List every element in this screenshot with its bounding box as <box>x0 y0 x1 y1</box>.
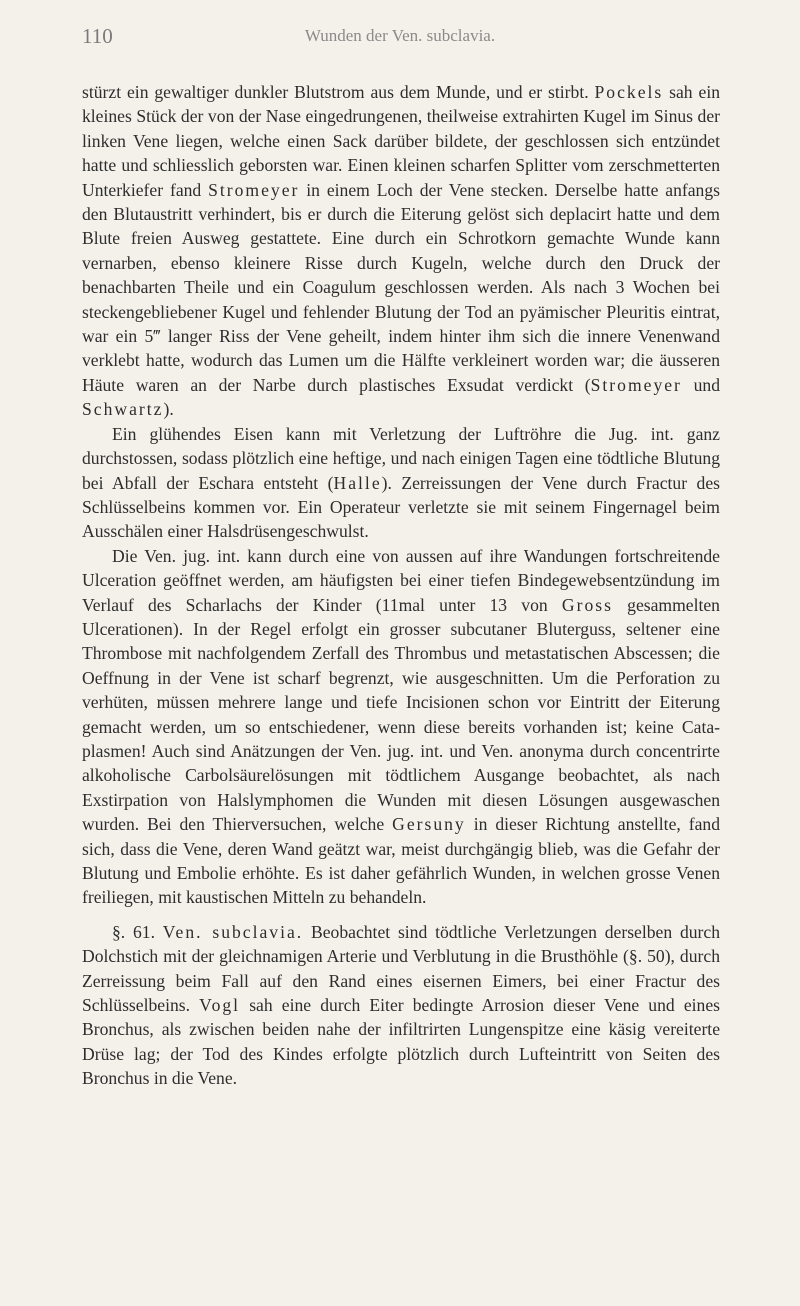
text-segment: in einem Loch der Vene stecken. Derselbe hatte anfangs den Blutaustritt verhindert, bis er durch die Eiterung gelöst sich deplacirt hatte und dem Blute freien Ausweg gestattete. Eine durch ein Schrotkorn gemachte Wunde kann vernarben, ebenso kleinere Risse durch Kugeln, welche durch den Druck der benachbarten Theile und ein Coagulum geschlossen werden. Als nach 3 Wochen bei steckengebliebener Kugel und fehlender Blutung der Tod an pyämischer Pleuritis eintrat, war ein 5‴ langer Riss der Vene geheilt, indem hinter ihm sich die innere Venenwand verklebt hatte, wodurch das Lumen um die Hälfte verkleinert worden war; die äusseren Häute waren an der Narbe durch plastisches Exsudat verdickt ( <box>82 179 720 395</box>
spaced-name: Halle <box>333 472 382 493</box>
text-segment: ). Zerreissungen der Vene durch Fractur des Schlüsselbeins kommen vor. Ein Operateur verletzte sie mit seinem Fingernagel beim Ausschälen einer Halsdrüsengeschwulst. <box>82 472 720 542</box>
text-segment: stürzt ein gewaltiger dunkler Blutstrom aus dem Munde, und er stirbt. <box>82 82 595 102</box>
spaced-name: Schwartz <box>82 399 164 420</box>
spaced-name: Ven. subclavia. <box>162 921 304 942</box>
text-segment: in dieser Richtung anstellte, fand sich, dass die Vene, deren Wand geätzt war, meist durchgängig blieb, was die Gefahr der Blutung und Embolie erhöhte. Es ist daher gefährlich Wunden, in welchen grosse Venen freiliegen, mit kaustischen Mitteln zu behandeln. <box>82 814 720 908</box>
text-segment: sah eine durch Eiter bedingte Arrosion dieser Vene und eines Bronchus, als zwischen beiden nahe der infiltrirten Lungenspitze eine käsig vereiterte Drüse lag; der Tod des Kindes erfolgte plötzlich durch Lufteintritt von Seiten des Bronchus in die Vene. <box>82 995 720 1089</box>
body-text <box>82 80 720 1091</box>
text-segment: Beobachtet sind tödtliche Verletzungen derselben durch Dolchstich mit der gleichnamigen Arterie und Verblutung in die Brusthöhle (§. 50), durch Zerreissung beim Fall auf den Rand eines eisernen Eimers, bei einer Fractur des Schlüsselbeins. <box>82 921 721 1016</box>
paragraph <box>82 80 720 422</box>
section-paragraph <box>82 920 720 1091</box>
spaced-name: Stromeyer <box>590 374 682 395</box>
spaced-name: Vogl <box>199 995 241 1016</box>
paragraph <box>82 422 720 544</box>
spaced-name: Pockels <box>594 82 664 102</box>
running-title: Wunden der Ven. subclavia. <box>304 26 496 45</box>
text-segment: und <box>681 374 720 395</box>
spaced-name: Gross <box>561 594 613 615</box>
spaced-name: Gersuny <box>392 814 466 835</box>
text-segment: Die Ven. jug. int. kann durch eine von aussen auf ihre Wandungen fortschreitende Ulceration geöffnet werden, am häufigsten bei einer tiefen Bindegewebsentzündung im Verlauf des Scharlachs der Kinder (11mal unter 13 von <box>82 545 720 615</box>
page-number: 110 <box>82 24 113 48</box>
text-segment: ). <box>163 399 174 420</box>
text-segment: gesammelten Ulcerationen). In der Regel erfolgt ein grosser subcutaner Bluterguss, seltener eine Thrombose mit nachfolgendem Zerfall des Thrombus und metastatischen Abscessen; die Oeffnung in der Vene ist scharf begrenzt, wie ausgeschnitten. Um die Perforation zu verhüten, müssen mehrere lange und tiefe Incisionen schon vor Eintritt der Eiterung gemacht werden, um so entschiedener, wenn diese bereits vorhanden ist; keine Cataplasmen! Auch sind Anätzungen der Ven. jug. int. und Ven. anonyma durch concentrirte alkoholische Carbolsäurelösungen mit tödtlichem Ausgange beobachtet, als nach Exstirpation von Halslymphomen die Wunden mit diesen Lösungen ausgewaschen wurden. Bei den Thierversuchen, welche <box>82 594 720 835</box>
text-segment: Ein glühendes Eisen kann mit Verletzung der Luftröhre die Jug. int. ganz durchstossen, sodass plötzlich eine heftige, und nach einigen Tagen eine tödtliche Blutung bei Abfall der Eschara entsteht ( <box>82 423 720 493</box>
spaced-name: Stromeyer <box>208 179 300 200</box>
paragraph <box>82 544 720 910</box>
text-segment: §. 61. <box>112 921 163 942</box>
text-segment: sah ein kleines Stück der von der Nase eingedrungenen, theilweise extrahirten Kugel im Sinus der linken Vene liegen, welche einen Sack darüber bildete, der geschlossen sich entzündet hatte und schliesslich geborsten war. Einen kleinen scharfen Splitter vom zerschmetterten Unterkiefer fand <box>82 82 721 200</box>
page-header <box>82 22 718 52</box>
